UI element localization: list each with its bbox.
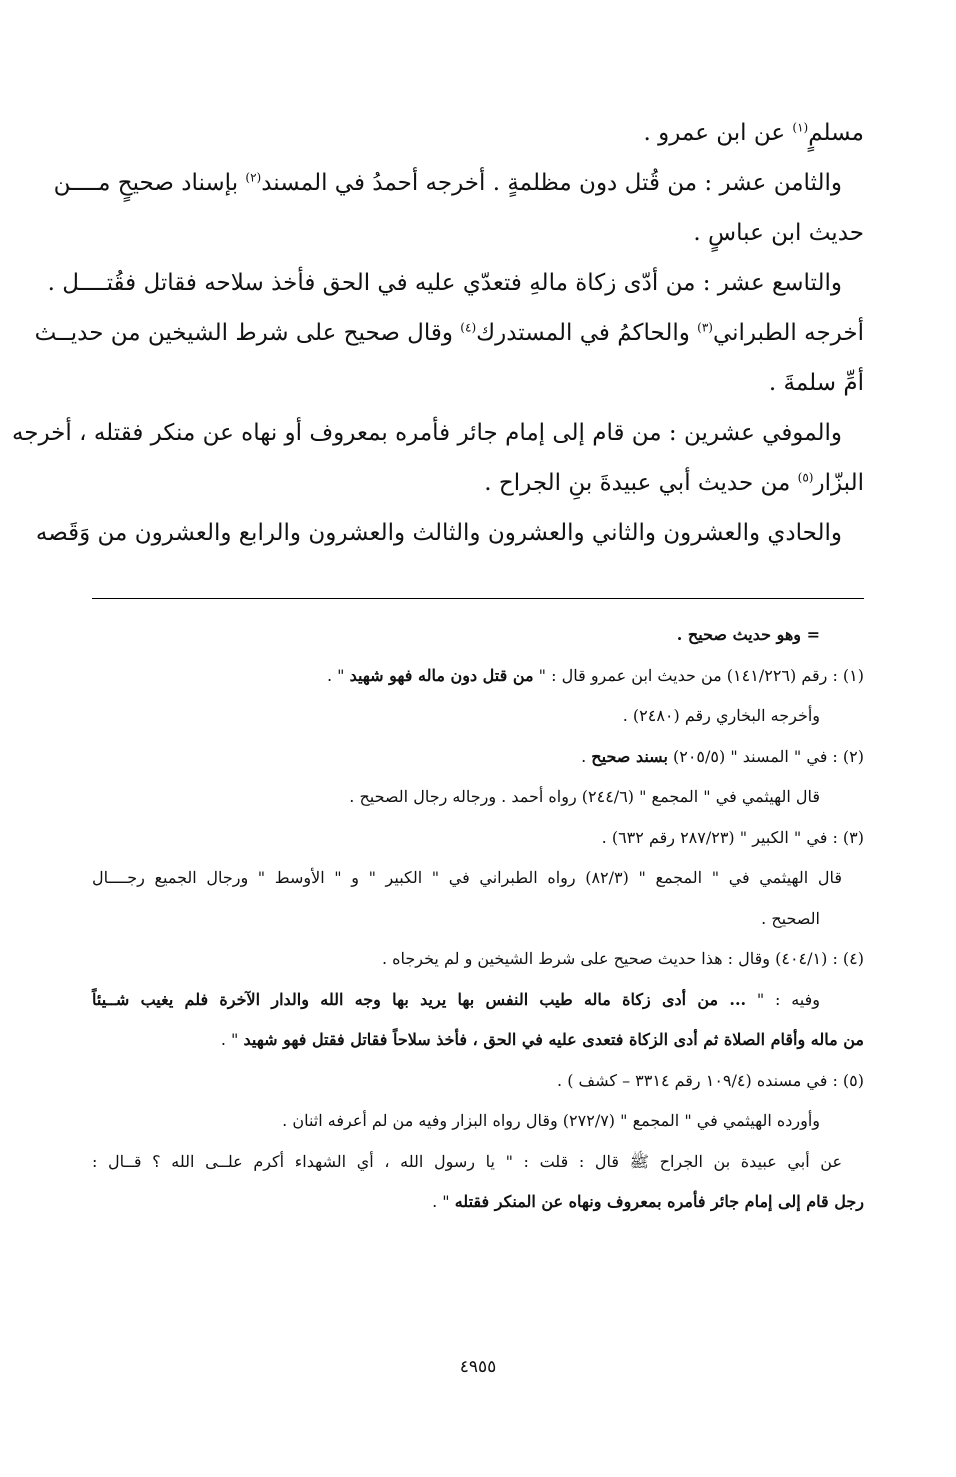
text-run: والحاكمُ في المستدرك bbox=[476, 320, 698, 346]
footnote-line bbox=[92, 737, 864, 778]
text-run: وفيه : " bbox=[746, 989, 820, 1009]
footnote-line bbox=[92, 980, 864, 1021]
text-line bbox=[47, 258, 864, 308]
text-line bbox=[11, 408, 864, 458]
footnote-line bbox=[92, 777, 864, 818]
text-run: بسند صحيح bbox=[591, 746, 668, 766]
text-run: . bbox=[581, 746, 592, 766]
text-run: وأورده الهيثمي في " المجمع " (٢٧٢/٧) وقال رواه البزار وفيه من لم أعرفه اثنان . bbox=[282, 1111, 820, 1130]
footnote-line bbox=[92, 656, 864, 697]
text-run: رجل قام إلى إمام جائر فأمره بمعروف ونهاه عن المنكر فقتله bbox=[454, 1192, 864, 1211]
text-line bbox=[94, 458, 864, 508]
main-text bbox=[11, 108, 864, 558]
footnote-ref: (٢) bbox=[245, 170, 262, 185]
footnote-line bbox=[92, 1020, 864, 1061]
text-line bbox=[53, 158, 864, 208]
text-run: قال الهيثمي في " المجمع " (٢٤٤/٦) رواه أحمد . ورجاله رجال الصحيح . bbox=[349, 787, 820, 806]
footnote-line bbox=[92, 1142, 864, 1183]
text-run: " . bbox=[220, 1030, 244, 1049]
text-run: عن أبي عبيدة بن الجراح ﷺ قال : قلت : " يا رسول الله ، أي الشهداء أكرم علــى الله ؟ قــال : bbox=[92, 1151, 842, 1171]
footnote-line bbox=[92, 1061, 864, 1102]
text-line bbox=[34, 308, 864, 358]
text-run: من ماله وأقام الصلاة ثم أدى الزكاة فتعدى عليه في الحق ، فأخذ سلاحاً فقاتل فقتل فهو شهيد bbox=[243, 1030, 864, 1049]
text-run: البزّار bbox=[813, 470, 864, 496]
text-line bbox=[94, 208, 864, 258]
footnote-line bbox=[92, 899, 864, 940]
text-run: (٢) : في " المسند " (٢٠٥/٥) bbox=[667, 746, 864, 766]
text-run: = وهو حديث صحيح . bbox=[676, 625, 820, 644]
text-run: قال الهيثمي في " المجمع " (٨٢/٣) رواه الطبراني في " الكبير " و " الأوسط " ورجال الجميع رجــــال bbox=[92, 868, 842, 887]
text-line bbox=[94, 108, 864, 158]
text-run: ... من أدى زكاة ماله طيب النفس بها يريد بها وجه الله والدار الآخرة فلم يغيب شــيئاً bbox=[92, 989, 747, 1009]
text-run: وقال صحيح على شرط الشيخين من حديــث bbox=[34, 320, 461, 346]
footnote-line bbox=[92, 818, 864, 859]
footnote-line bbox=[92, 939, 864, 980]
text-run: (٣) : في " الكبير " (٢٨٧/٢٣ رقم ٦٣٢) . bbox=[601, 827, 864, 847]
text-run: (٥) : في مسنده (١٠٩/٤ رقم ٣٣١٤ – كشف ) . bbox=[557, 1070, 864, 1090]
text-run: " . bbox=[432, 1192, 455, 1211]
text-run: عن ابن عمرو . bbox=[643, 120, 793, 146]
text-run: والحادي والعشرون والثاني والعشرون والثالث والعشرون والرابع والعشرون من وَقَصه bbox=[35, 520, 842, 546]
text-line bbox=[94, 358, 864, 408]
text-run: الصحيح . bbox=[761, 908, 820, 928]
footnote-line bbox=[92, 615, 864, 656]
text-run: وأخرجه البخاري رقم (٢٤٨٠) . bbox=[622, 706, 820, 725]
text-run: (١) : رقم (١٤١/٢٢٦) من حديث ابن عمرو قال : " bbox=[533, 665, 864, 685]
text-line bbox=[35, 508, 864, 558]
text-run: أمِّ سلمةَ . bbox=[768, 370, 864, 396]
text-run: والتاسع عشر : من أدّى زكاة مالهِ فتعدّي عليه في الحق فأخذ سلاحه فقاتل فقُتــــل . bbox=[47, 270, 842, 296]
footnote-ref: (١) bbox=[792, 120, 809, 135]
footnotes bbox=[92, 615, 864, 1223]
text-run: " . bbox=[326, 665, 350, 685]
page-number: ٤٩٥٥ bbox=[459, 1357, 497, 1377]
text-run: حديث ابن عباسٍ . bbox=[693, 220, 864, 246]
text-run: والموفي عشرين : من قام إلى إمام جائر فأمره بمعروف أو نهاه عن منكر فقتله ، أخرجه bbox=[11, 420, 842, 446]
text-run: مسلمٍ bbox=[808, 120, 864, 146]
text-run: من حديث أبي عبيدةَ بنِ الجراح . bbox=[484, 470, 798, 496]
text-run: بإسناد صحيحٍ مــــن bbox=[53, 170, 246, 196]
footnote-line bbox=[92, 858, 864, 899]
footnote-line bbox=[92, 696, 864, 737]
text-run: أخرجه الطبراني bbox=[712, 320, 864, 346]
text-run: من قتل دون ماله فهو شهيد bbox=[349, 665, 534, 685]
footnote-line bbox=[92, 1182, 864, 1223]
footnote-line bbox=[92, 1101, 864, 1142]
footnote-divider bbox=[92, 598, 864, 599]
footnote-ref: (٣) bbox=[697, 320, 713, 335]
text-run: (٤) : (٤٠٤/١) وقال : هذا حديث صحيح على شرط الشيخين و لم يخرجاه . bbox=[381, 949, 864, 968]
footnote-ref: (٥) bbox=[797, 470, 814, 485]
footnote-ref: (٤) bbox=[460, 320, 477, 335]
text-run: والثامن عشر : من قُتل دون مظلمةٍ . أخرجه أحمدُ في المسند bbox=[261, 170, 842, 196]
